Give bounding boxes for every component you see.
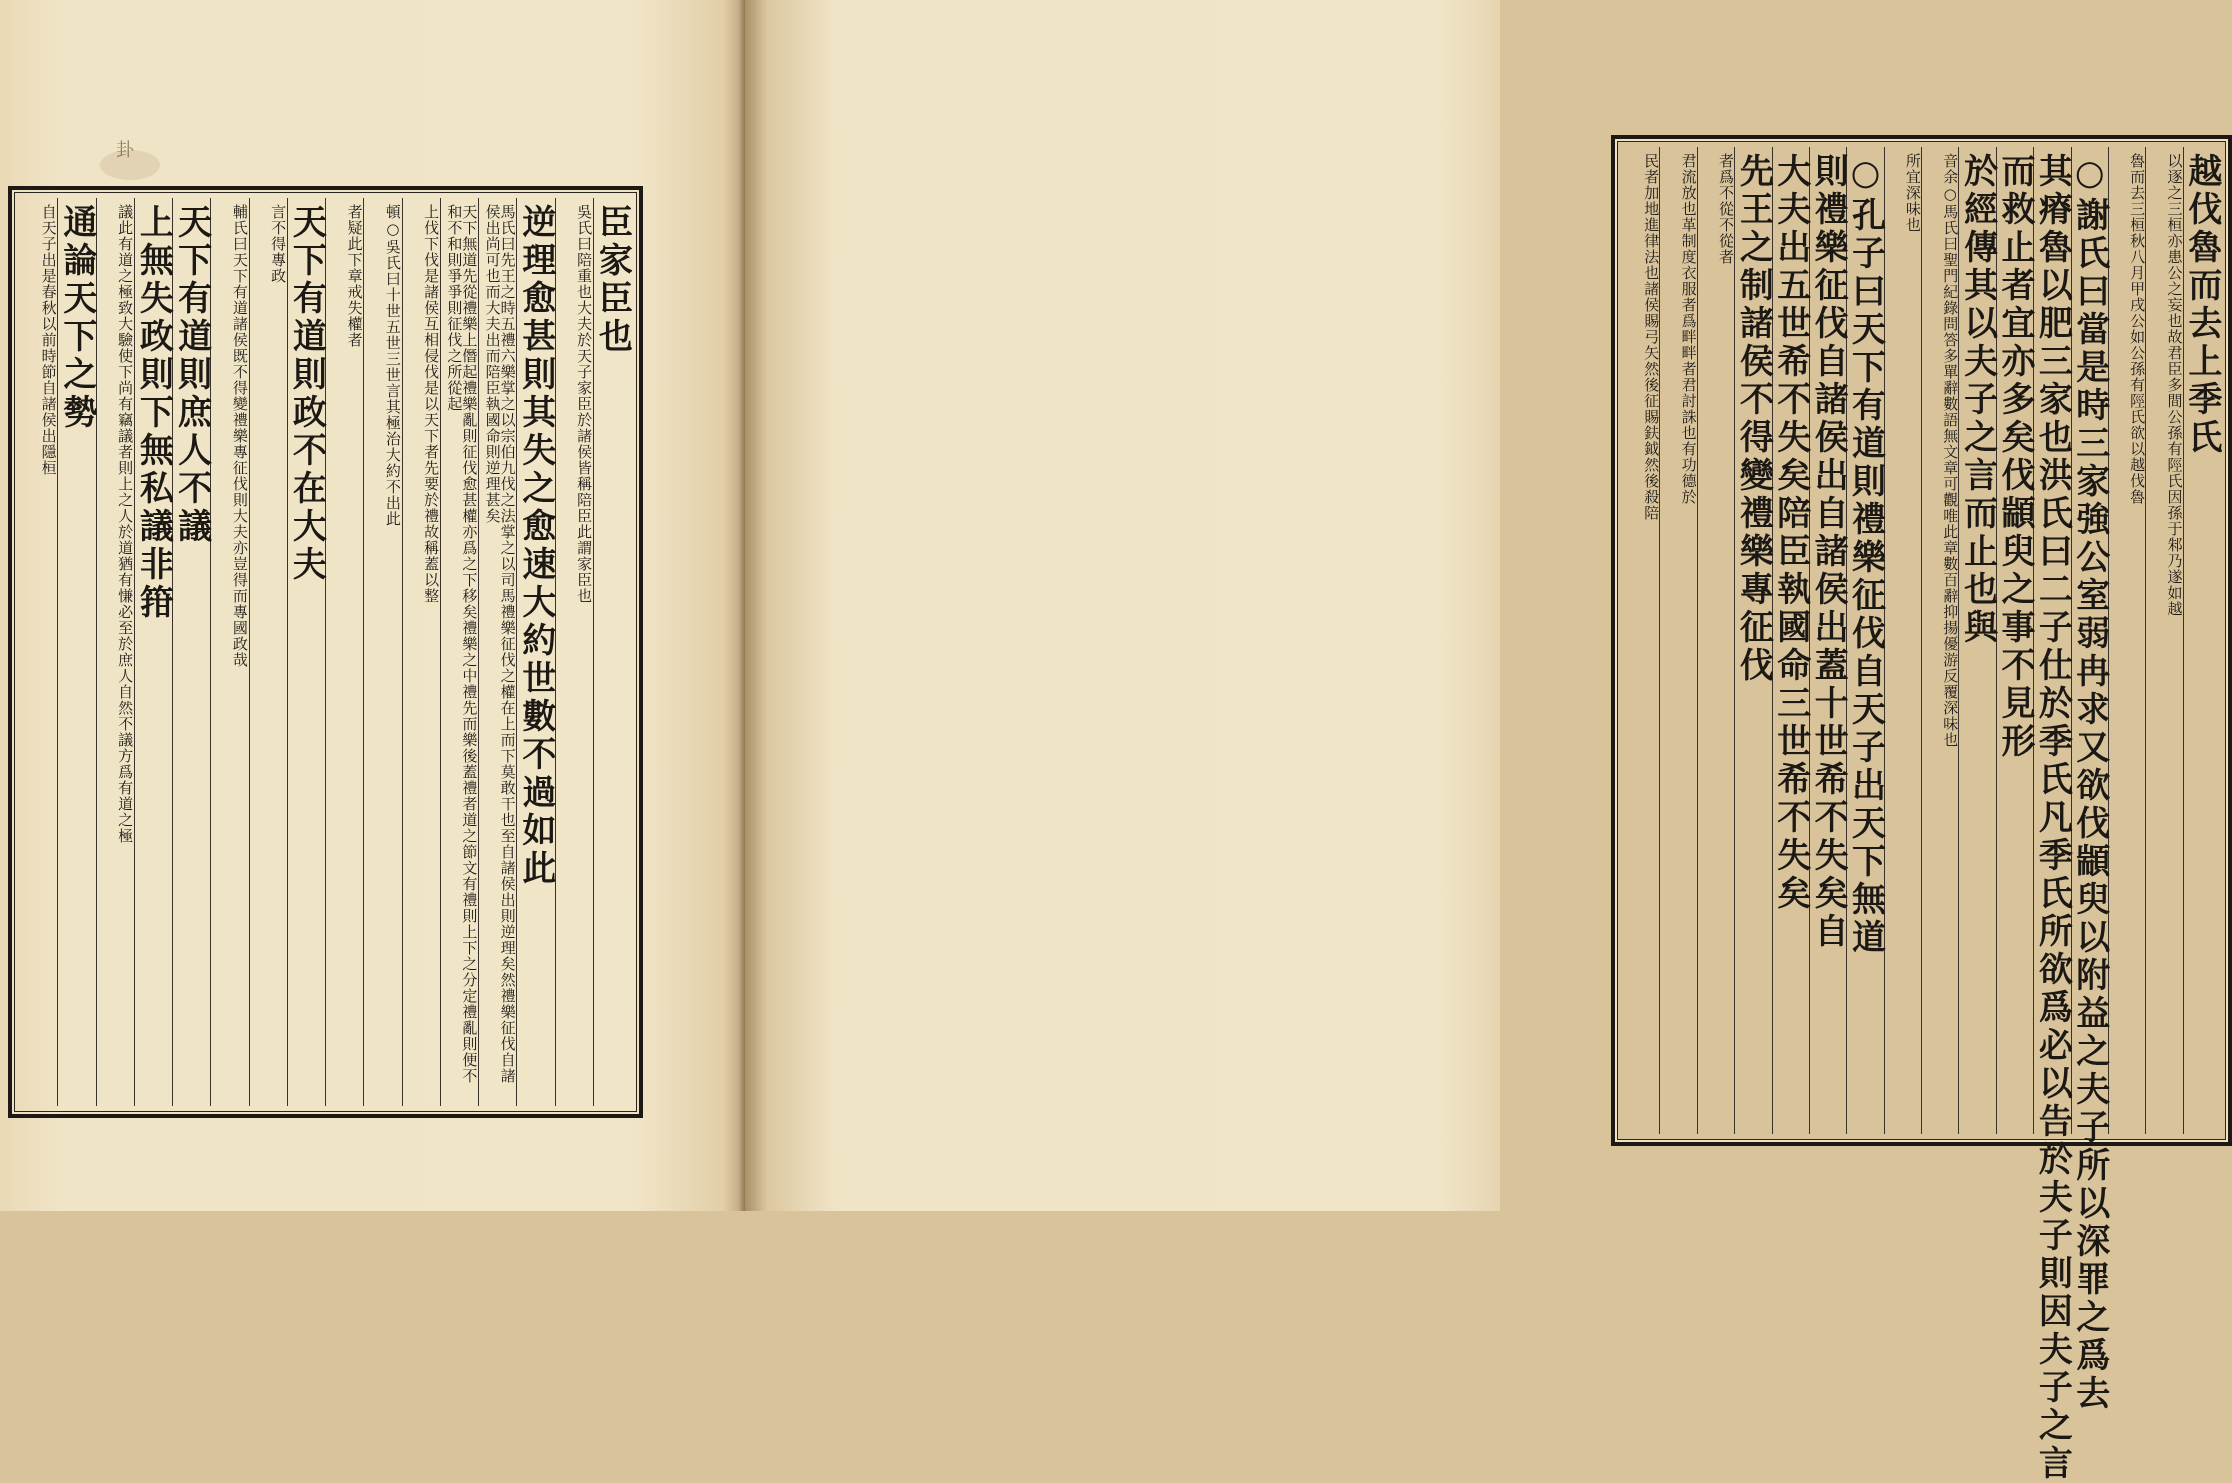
left-page-column xyxy=(249,198,287,1106)
right-page xyxy=(745,0,2222,1483)
column-text: 天下有道則政不在大夫 xyxy=(286,204,327,584)
right-page-column xyxy=(2145,147,2182,1134)
left-page-column xyxy=(96,198,134,1106)
left-page-column xyxy=(325,198,363,1106)
right-page-column xyxy=(1996,147,2033,1134)
right-page-column xyxy=(1623,147,1659,1134)
right-page-column xyxy=(2069,147,2110,1413)
column-text: 民者加地進律法也諸侯賜弓矢然後征賜鈇鉞然後殺陪 xyxy=(1642,153,1661,521)
column-text: 者疑此下章戒失權者 xyxy=(345,204,364,348)
column-text: 上無失政則下無私議非箝 xyxy=(133,204,174,622)
column-text: 通論天下之勢 xyxy=(56,204,97,432)
column-text: 議此有道之極致大驗使下尚有竊議者則上之人於道猶有慊必至於庶人自然不議方爲有道之極 xyxy=(116,204,135,844)
column-text: 臣家臣也 xyxy=(592,204,633,356)
column-text: ○謝氏曰當是時三家強公室弱冉求又欲伐顓臾以附益之夫子所以深罪之爲去 xyxy=(2069,153,2110,1413)
left-page-column xyxy=(20,198,57,1106)
left-page-column xyxy=(210,198,248,1106)
left-text-frame xyxy=(8,186,643,1118)
column-text: 其瘠魯以肥三家也洪氏曰二子仕於季氏凡季氏所欲爲必以告於夫子則因夫子之言 xyxy=(2032,153,2073,1483)
column-text: 言不得專政 xyxy=(269,204,288,284)
column-text: 大夫出五世希不失矣陪臣執國命三世希不失矣 xyxy=(1770,153,1811,913)
left-page-column xyxy=(440,198,478,1106)
right-columns xyxy=(1623,147,2222,1483)
column-text: 音余○馬氏曰聖門紀錄問答多單辭數語無文章可觀唯此章數百辭抑揚優游反覆深味也 xyxy=(1941,153,1960,748)
right-page-column xyxy=(2183,147,2220,1134)
page-stain xyxy=(100,150,160,180)
left-page-column xyxy=(478,198,516,1106)
right-text-frame xyxy=(1611,135,2232,1483)
right-page-column xyxy=(1697,147,1734,1134)
column-text: 以逐之三桓亦患公之妄也故君臣多間公孫有陘氏因孫于邾乃遂如越 xyxy=(2165,153,2184,617)
left-page-column xyxy=(363,198,401,1106)
column-text: 則禮樂征伐自諸侯出自諸侯出蓋十世希不失矣自 xyxy=(1808,153,1849,951)
left-page xyxy=(0,0,745,1211)
right-page-column xyxy=(2108,147,2145,1134)
column-text: 吳氏曰陪重也大夫於天子家臣於諸侯皆稱陪臣此謂家臣也 xyxy=(575,204,594,604)
column-text: 君流放也革制度衣服者爲畔畔者君討誅也有功德於 xyxy=(1679,153,1698,505)
right-page-column xyxy=(1772,147,1809,1134)
left-page-column xyxy=(593,198,631,1106)
column-text: 於經傳其以夫子之言而止也與 xyxy=(1957,153,1998,647)
right-page-column xyxy=(1659,147,1696,1134)
column-text: 自天子出是春秋以前時節自諸侯出隱桓 xyxy=(39,204,58,476)
column-text: 天下無道先從禮樂上僭起禮樂亂則征伐愈甚權亦爲之下移矣禮樂之中禮先而樂後蓋禮者道之節文有禮則上下之分定禮亂則便不和不和則爭爭則征伐之所從起 xyxy=(445,204,479,1084)
left-page-column xyxy=(287,198,325,1106)
column-text: 天下有道則庶人不議 xyxy=(171,204,212,546)
left-page-column xyxy=(555,198,593,1106)
left-header-mark: 卦 xyxy=(113,140,134,158)
right-page-column xyxy=(1921,147,1958,1134)
column-text: 頓○吳氏曰十世五世三世言其極治大約不出此 xyxy=(383,204,402,527)
left-page-column xyxy=(516,198,554,1106)
right-page-column xyxy=(1808,147,1849,1134)
column-text: 上伐下伐是諸侯互相侵伐是以天下者先要於禮故稱蓋以整 xyxy=(422,204,441,604)
column-text: 所宜深味也 xyxy=(1903,153,1922,233)
column-text: 逆理愈甚則其失之愈速大約世數不過如此 xyxy=(515,204,556,888)
column-text: ○孔子曰天下有道則禮樂征伐自天子出天下無道 xyxy=(1845,153,1886,957)
right-page-column xyxy=(2032,147,2073,1483)
column-text: 馬氏曰先王之時五禮六樂掌之以宗伯九伐之法掌之以司馬禮樂征伐之權在上而下莫敢干也至自諸侯出則逆理矣然禮樂征伐自諸侯出尚可也而大夫出而陪臣執國命則逆理甚矣 xyxy=(483,204,517,1084)
column-text: 先王之制諸侯不得變禮樂專征伐 xyxy=(1733,153,1774,685)
column-text: 者爲不從不從者 xyxy=(1716,153,1735,265)
column-text: 魯而去三桓秋八月甲戌公如公孫有陘氏欲以越伐魯 xyxy=(2128,153,2147,505)
left-page-column xyxy=(402,198,440,1106)
left-page-column xyxy=(57,198,95,1106)
right-page-column xyxy=(1957,147,1998,1134)
right-page-column xyxy=(1884,147,1921,1134)
column-text: 輔氏曰天下有道諸侯既不得變禮樂專征伐則大夫亦豈得而專國政哉 xyxy=(230,204,249,668)
column-text: 越伐魯而去上季氏 xyxy=(2181,153,2222,457)
left-columns xyxy=(20,198,631,1106)
left-page-column xyxy=(172,198,210,1106)
column-text: 而救止者宜亦多矣伐顓臾之事不見形 xyxy=(1994,153,2035,761)
left-page-column xyxy=(134,198,172,1106)
right-page-column xyxy=(1733,147,1774,1134)
right-page-column xyxy=(1845,147,1886,1134)
